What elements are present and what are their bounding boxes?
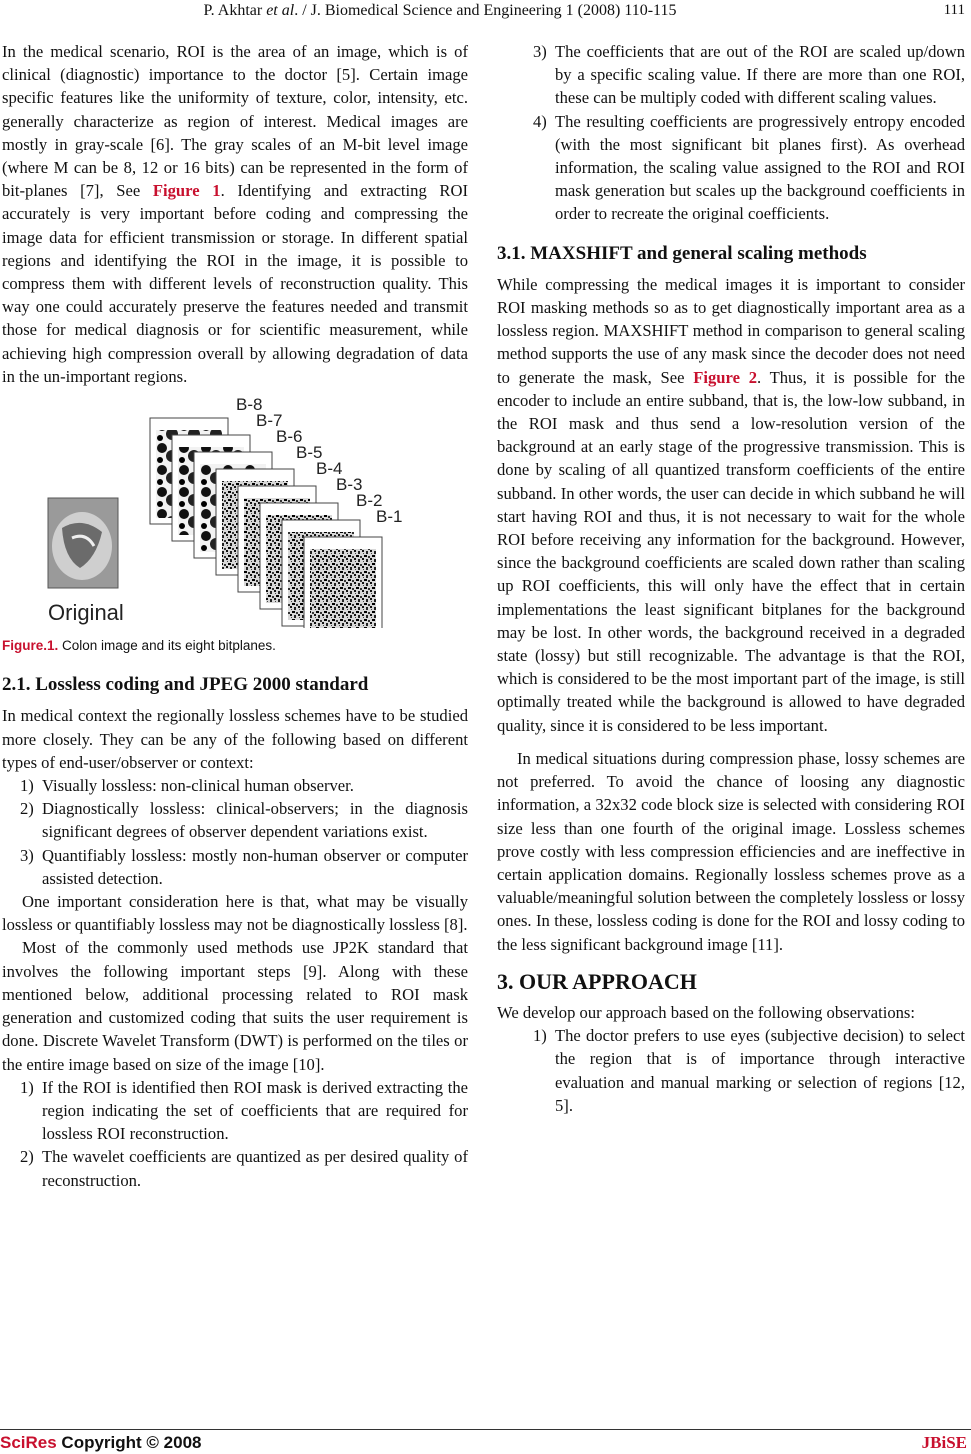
- list-item: 3) The coefficients that are out of the ROI are scaled up/down by a specific scaling value. If there are more than one ROI, these can be multiply coded with different scaling values.: [533, 42, 965, 108]
- original-label: Original: [48, 600, 124, 626]
- running-title: P. Akhtar et al. / J. Biomedical Science and Engineering 1 (2008) 110-115: [203, 2, 677, 19]
- figure-1-link[interactable]: Figure 1: [152, 181, 221, 201]
- list-item: 3) Quantifiably lossless: mostly non-human observer or computer assisted detection.: [20, 845, 468, 888]
- bitplane-slice: [304, 537, 382, 628]
- bitplane-label: B-7: [256, 411, 283, 431]
- list-item: 2) The wavelet coefficients are quantized as per desired quality of reconstruction.: [20, 1147, 468, 1190]
- bitplane-label: B-8: [236, 398, 263, 415]
- paragraph-jp2k: Most of the commonly used methods use JP2K standard that involves the following important steps [9]. Along with these mentioned below, additional processing related to ROI mask generation and customized coding that suits the user requirement is done. Discrete Wavelet Transform (DWT) is performed on the tiles or the entire image based on size of the image [10].: [2, 938, 468, 1074]
- figure-1-caption: Figure.1. Colon image and its eight bitplanes.: [2, 638, 276, 654]
- bitplane-label: B-5: [296, 443, 323, 463]
- list-item: 1) The doctor prefers to use eyes (subjective decision) to select the region that is of importance through interactive evaluation and manual marking or selection of regions [12, 5].: [533, 1026, 965, 1115]
- paragraph-maxshift: While compressing the medical images it is important to consider ROI masking methods so as to get diagnostically important area as a lossless region. MAXSHIFT method in comparison to general scaling method supports the use of any mask since the decoder does not need to generate the mask, See Figure 2. Thus, it is possible for the encoder to include an entire subband, that is, the low-low subband, in the ROI mask and thus send a low-resolution version of the background at an early stage of the progressive transmission. This is done by scaling of all quantized transform coefficients of the entire subband. In other words, the user can decide in which subband he will start having ROI and thus, it is not necessary to wait for the whole ROI before receiving any information for the background. However, since the background coefficients are scaled down rather than scaling up ROI coefficients, this will only have the effect that in certain implementations the least significant bitplanes for the background may be lost. In other words, the background received in a degraded state (lossy) but still recognizable. The advantage is that the ROI, which is considered to be the most important part of the image, is still optimally treated while the background is allowed to have degraded quality, since it is considered to be less important.: [497, 274, 965, 735]
- bitplane-label: B-4: [316, 459, 343, 479]
- bitplane-label: B-6: [276, 427, 303, 447]
- running-header: [0, 2, 971, 24]
- figure-2-link[interactable]: Figure 2: [693, 367, 757, 387]
- list-item: 1) If the ROI is identified then ROI mask is derived extracting the region indicating the set of coefficients that are required for lossless ROI reconstruction.: [20, 1077, 468, 1144]
- left-column: [2, 40, 468, 1192]
- figure-1: [2, 398, 468, 628]
- observations-list: [497, 1024, 965, 1117]
- list-item: 4) The resulting coefficients are progressively entropy encoded (with the most significant bit planes first). As overhead information, the scaling value assigned to the ROI and ROI mask generation but scales up the background coefficients in order to recreate the original coefficients.: [533, 111, 965, 224]
- paragraph-medical-situations: In medical situations during compression phase, lossy schemes are not preferred. To avoid the chance of loosing any diagnostic information, a 32x32 code block size is selected with considering ROI size less than one fourth of the original image. Lossless schemes prove costly with less compression efficiencies and are ineffective in certain application domains. Regionally lossless schemes prove as a valuable/meaningful solution between the completely lossless or lossy ones. In these, lossless coding is done for the ROI and lossy coding to the less significant background image [11].: [497, 748, 965, 954]
- list-item: 2) Diagnostically lossless: clinical-observers; in the diagnosis significant degrees of observer dependent variations exist.: [20, 799, 468, 842]
- jp2k-steps-list-continued: [497, 40, 965, 226]
- section-2-1-heading: 2.1. Lossless coding and JPEG 2000 standard: [2, 674, 369, 696]
- paragraph-approach: We develop our approach based on the following observations:: [497, 1002, 916, 1022]
- page-number: 111: [943, 2, 965, 18]
- bitplane-label: B-2: [356, 491, 383, 511]
- bitplane-figure: [2, 398, 468, 628]
- paragraph-consideration: One important consideration here is that, what may be visually lossless or quantifiably lossless may not be diagnostically lossless [8].: [2, 892, 468, 935]
- copyright: SciRes Copyright © 2008: [0, 1433, 202, 1452]
- page-footer: [0, 1429, 971, 1454]
- paragraph-regionally-lossless: In medical context the regionally lossless schemes have to be studied more closely. They can be any of the following based on different types of end-user/observer or context:: [2, 706, 468, 772]
- right-column: [497, 40, 965, 1117]
- journal-abbrev: JBiSE: [921, 1433, 967, 1452]
- bitplane-label: B-3: [336, 475, 363, 495]
- original-image: [48, 498, 118, 588]
- bitplane-label: B-1: [376, 507, 403, 527]
- section-3-1-heading: 3.1. MAXSHIFT and general scaling methods: [497, 242, 867, 264]
- jp2k-steps-list: [2, 1076, 468, 1192]
- intro-paragraph: In the medical scenario, ROI is the area of an image, which is of clinical (diagnostic) importance to the doctor [5]. Certain image specific features like the uniformity of texture, color, intensity, etc. generally characterize as region of interest. Medical images are mostly in gray-scale [6]. The gray scales of an M-bit level image (where M can be 8, 12 or 16 bits) can be represented in the form of bit-planes [7], See Figure 1. Identifying and extracting ROI accurately is very important before coding and compressing the image data for efficient transmission or storage. In different spatial regions and identifying the ROI in the image, it is possible to compress them with different levels of reconstruction quality. This way one could accurately preserve the features needed and transmit those for medical diagnosis or for scientific measurement, while achieving high compression overall by allowing degradation of data in the un-important regions.: [2, 42, 468, 386]
- list-item: 1) Visually lossless: non-clinical human observer.: [20, 776, 354, 796]
- lossless-types-list: [2, 774, 468, 890]
- section-3-heading: 3. OUR APPROACH: [497, 968, 697, 994]
